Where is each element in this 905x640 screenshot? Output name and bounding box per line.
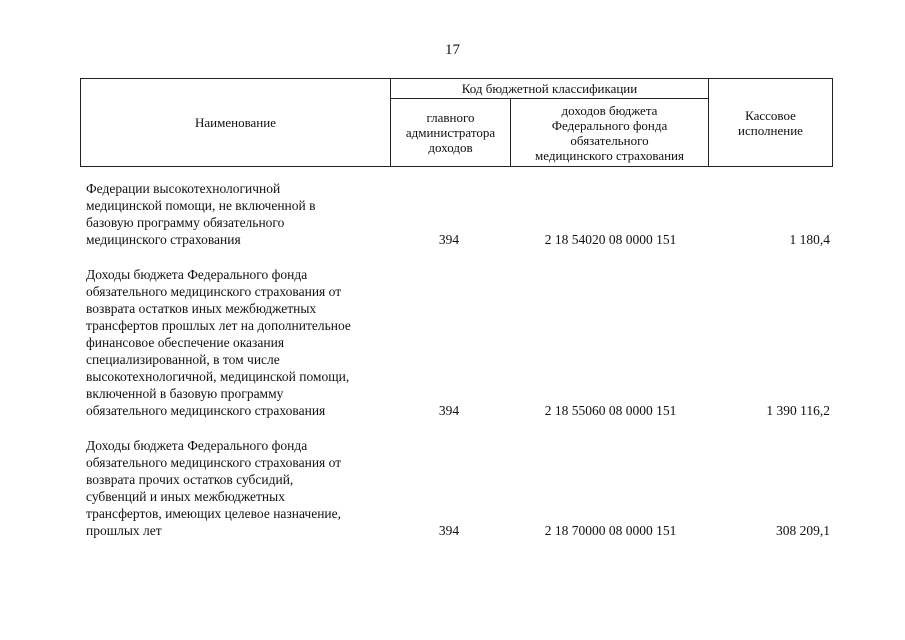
row-name: Доходы бюджета Федерального фонда обязательного медицинского страхования от возврата остатков иных межбюджетных трансфертов прошлых лет на дополнительное финансовое обеспечение оказания специализированной, в том числе высокотехнологичной, медицинской помощи, включенной в базовую программу обязательного медицинского страхования <box>86 267 351 418</box>
row-name: Федерации высокотехнологичной медицинской помощи, не включенной в базовую программу обязательного медицинского страхования <box>86 181 316 247</box>
table-row <box>80 266 832 419</box>
row-execution-sum: 1 180,4 <box>789 232 830 247</box>
table-row <box>80 437 832 539</box>
header-budget-classification: Код бюджетной классификации <box>391 79 709 99</box>
header-income-column: доходов бюджета Федерального фонда обязательного медицинского страхования <box>511 99 709 167</box>
row-execution-sum: 1 390 116,2 <box>766 403 830 418</box>
page-number: 17 <box>445 42 460 58</box>
table-row <box>80 180 832 248</box>
table-header <box>80 78 833 167</box>
row-admin-code: 394 <box>438 232 460 247</box>
row-income-code: 2 18 70000 08 0000 151 <box>544 523 677 538</box>
row-income-code: 2 18 54020 08 0000 151 <box>544 232 677 247</box>
row-income-code: 2 18 55060 08 0000 151 <box>544 403 677 418</box>
row-execution-sum: 308 209,1 <box>776 523 830 538</box>
row-admin-code: 394 <box>438 523 460 538</box>
header-execution-column: Кассовое исполнение <box>709 79 833 167</box>
row-name: Доходы бюджета Федерального фонда обязательного медицинского страхования от возврата прочих остатков субсидий, субвенций и иных межбюджетных трансфертов, имеющих целевое назначение, прошлых лет <box>86 438 342 538</box>
header-name-column: Наименование <box>81 79 391 167</box>
table-body <box>80 180 832 539</box>
row-admin-code: 394 <box>438 403 460 418</box>
header-admin-column: главного администратора доходов <box>391 99 511 167</box>
